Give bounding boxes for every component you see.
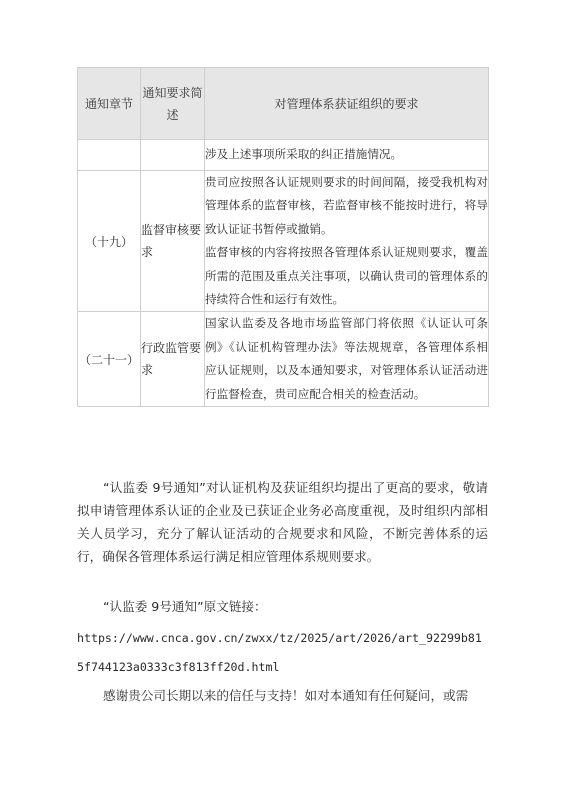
row-requirements <box>205 171 489 312</box>
caption-text: “认监委 9号通知”原文链接： <box>103 599 267 614</box>
row-chapter: （二十一） <box>78 312 141 407</box>
source-link[interactable] <box>77 624 488 682</box>
row-brief: 行政监管要求 <box>141 312 205 407</box>
row-brief: 监督审核要求 <box>141 171 205 312</box>
row-chapter: （十九） <box>78 171 141 312</box>
requirement-text: 贵司应按照各认证规则要求的时间间隔，接受我机构对管理体系的监督审核，若监督审核不能按时进行，将导致认证证书暂停或撤销。 <box>205 175 488 236</box>
header-requirements: 对管理体系获证组织的要求 <box>205 68 489 140</box>
requirement-text: 监督审核的内容将按照各管理体系认证规则要求，覆盖所需的范围及重点关注事项，以确认贵司的管理体系的持续符合性和运行有效性。 <box>205 245 488 307</box>
table-row <box>78 171 489 312</box>
requirement-text: 涉及上述事项所采取的纠正措施情况。 <box>205 147 403 162</box>
header-brief: 通知要求简述 <box>141 68 205 140</box>
table-row <box>78 312 489 407</box>
row-requirements <box>205 312 489 407</box>
table-row <box>78 140 489 171</box>
paragraph-text: “认监委 9号通知”对认证机构及获证组织均提出了更高的要求，敬请拟申请管理体系认证的企业及已获证企业务必高度重视，及时组织内部相关人员学习，充分了解认证活动的合规要求和风险，不断完善体系的运行，确保各管理体系运行满足相应管理体系规则要求。 <box>77 480 488 564</box>
body-paragraph <box>77 476 488 568</box>
table-header-row <box>78 68 489 140</box>
requirement-text: 国家认监委及各地市场监管部门将依照《认证认可条例》《认证机构管理办法》等法规规章，各管理体系相应认证规则，以及本通知要求，对管理体系认证活动进行监督检查，贵司应配合相关的检查活动。 <box>205 316 488 401</box>
row-chapter <box>78 140 141 171</box>
row-brief <box>141 140 205 171</box>
link-url[interactable]: https://www.cnca.gov.cn/zwxx/tz/2025/art/2026/art_92299b815f744123a0333c3f813ff20d.html <box>77 631 482 674</box>
row-requirements <box>205 140 489 171</box>
paragraph-text: 感谢贵公司长期以来的信任与支持！如对本通知有任何疑问，或需 <box>103 688 469 703</box>
header-chapter: 通知章节 <box>78 68 141 140</box>
link-caption <box>77 595 488 618</box>
closing-paragraph <box>77 684 488 707</box>
requirements-table <box>77 67 489 407</box>
